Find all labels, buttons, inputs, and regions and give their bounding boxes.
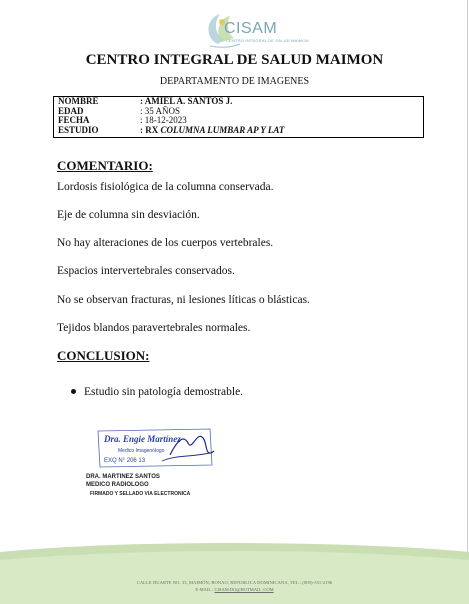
logo-subtext: CENTRO INTEGRAL DE SALUD MAIMON <box>226 38 309 43</box>
conclusion-item: Estudio sin patología demostrable. <box>84 386 244 398</box>
comment-line: No hay alteraciones de los cuerpos vertebrales. <box>57 237 274 249</box>
footer-email-label: E-MAIL : <box>195 587 215 592</box>
footer-wave-decoration <box>0 540 469 604</box>
comment-line: Tejidos blandos paravertebrales normales. <box>57 322 251 334</box>
footer-address: CALLE DUARTE NO. 33, MAIMÓN, BONAO, REPUBLICA DOMINICANA, TEL.: (809)-551-2196 <box>136 580 333 585</box>
stamp-title: Medico Imagenólogo <box>118 448 165 454</box>
doctor-name: DRA. MARTINEZ SANTOS <box>86 474 160 480</box>
comment-line: Lordosis fisiológica de la columna conservada. <box>57 181 274 193</box>
study-prefix: : RX <box>140 124 161 135</box>
doctor-role: MEDICO RADIOLOGO <box>86 482 149 488</box>
footer-email-line <box>0 587 469 592</box>
date-label: FECHA <box>58 115 90 125</box>
signature-note: FIRMADO Y SELLADO VIA ELECTRONICA <box>90 491 191 497</box>
comment-line: No se observan fracturas, ni lesiones líticas o blásticas. <box>57 294 310 306</box>
name-value: : AMIEL A. SANTOS J. <box>140 96 233 106</box>
patient-info-box <box>53 96 424 138</box>
comment-line: Eje de columna sin desviación. <box>57 209 200 221</box>
conclusion-heading: CONCLUSION: <box>57 348 150 363</box>
signature-stamp-icon <box>92 425 222 475</box>
stamp-exequatur: EXQ N° 206 13 <box>104 458 146 464</box>
footer-email-link[interactable]: CISAM.DO@HOTMAIL .COM <box>214 587 274 592</box>
study-label: ESTUDIO <box>58 124 99 135</box>
info-row-age <box>58 107 419 117</box>
stamp-name: Dra. Engie Martínez <box>104 434 181 444</box>
study-name: COLUMNA LUMBAR AP Y LAT <box>160 124 285 135</box>
date-value: : 18-12-2023 <box>140 115 187 125</box>
age-value: : 35 AÑOS <box>140 105 181 116</box>
study-value <box>140 126 284 136</box>
page-title: CENTRO INTEGRAL DE SALUD MAIMON <box>85 52 384 68</box>
comment-heading: COMENTARIO: <box>57 158 153 173</box>
bullet-icon <box>71 389 76 394</box>
comment-line: Espacios intervertebrales conservados. <box>57 265 235 277</box>
name-label: NOMBRE <box>58 96 99 106</box>
age-label: EDAD <box>58 105 84 116</box>
department-title: DEPARTAMENTO DE IMAGENES <box>159 76 310 87</box>
info-row-study <box>58 126 419 136</box>
info-row-name <box>58 97 419 107</box>
logo-text: CISAM <box>224 20 278 37</box>
